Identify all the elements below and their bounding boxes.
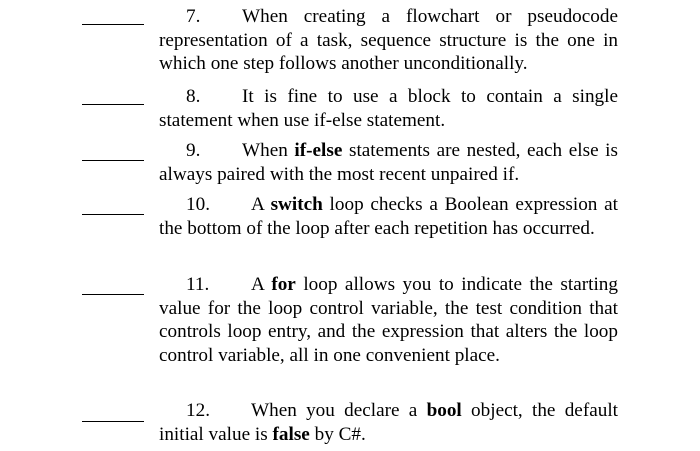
question-text — [159, 399, 618, 446]
question-body: When you declare a bool object, the default initial value is false by C#. — [159, 400, 618, 445]
question-number: 9. — [186, 140, 201, 161]
question-number: 8. — [186, 86, 201, 107]
question-text — [159, 139, 618, 186]
question-number: 7. — [186, 6, 201, 27]
question-text — [159, 193, 618, 240]
question-body: It is fine to use a block to contain a single statement when use if-else statement. — [159, 86, 618, 131]
question-text — [159, 5, 618, 76]
question-number: 12. — [186, 400, 210, 421]
question-body: When creating a flowchart or pseudocode representation of a task, sequence structure is the one in which one step follows another unconditionally. — [159, 6, 618, 75]
answer-blank[interactable] — [82, 104, 144, 105]
question-text — [159, 273, 618, 367]
answer-blank[interactable] — [82, 160, 144, 161]
bold-keyword: false — [272, 423, 310, 445]
answer-blank[interactable] — [82, 421, 144, 422]
question-body: When if-else statements are nested, each else is always paired with the most recent unpaired if. — [159, 140, 618, 185]
bold-keyword: switch — [270, 194, 323, 215]
answer-blank[interactable] — [82, 24, 144, 25]
answer-blank[interactable] — [82, 294, 144, 295]
question-body: A for loop allows you to indicate the starting value for the loop control variable, the test condition that controls loop entry, and the expression that alters the loop control variable, all in one convenient place. — [159, 274, 618, 366]
bold-keyword: bool — [426, 400, 462, 421]
question-number: 10. — [186, 194, 210, 215]
question-body: A switch loop checks a Boolean expression at the bottom of the loop after each repetition has occurred. — [159, 194, 618, 239]
question-text — [159, 85, 618, 132]
bold-keyword: if-else — [294, 140, 343, 161]
question-number: 11. — [186, 274, 210, 295]
bold-keyword: for — [271, 274, 296, 295]
answer-blank[interactable] — [82, 214, 144, 215]
